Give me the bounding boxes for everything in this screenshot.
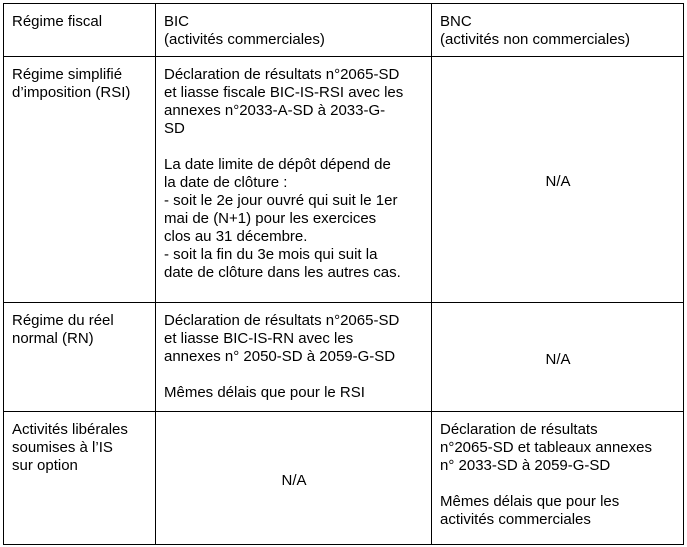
table-row-rn xyxy=(4,303,684,412)
header-regime-label: Régime fiscal xyxy=(12,13,103,30)
cell-text-line: la date de clôture : xyxy=(164,174,288,191)
cell-text-line: et liasse BIC-IS-RN avec les xyxy=(164,330,354,347)
row-label-line: sur option xyxy=(12,457,78,474)
row-label-line: d’imposition (RSI) xyxy=(12,84,131,101)
cell-text-line: date de clôture dans les autres cas. xyxy=(164,264,401,281)
header-cell-bnc xyxy=(432,4,684,57)
row-label-line: soumises à l’IS xyxy=(12,439,113,456)
row-label-line: Activités libérales xyxy=(12,421,128,438)
cell-text-line: annexes n°2033-A-SD à 2033-G- xyxy=(164,102,386,119)
cell-text-line: Mêmes délais que pour les xyxy=(440,493,620,510)
table-row-liberal xyxy=(4,412,684,545)
row-label-rsi xyxy=(4,57,156,303)
rn-bic-cell xyxy=(156,303,432,412)
cell-text-line: n°2065-SD et tableaux annexes xyxy=(440,439,652,456)
cell-text-line: n° 2033-SD à 2059-G-SD xyxy=(440,457,611,474)
row-label-rn xyxy=(4,303,156,412)
cell-text-line: - soit la fin du 3e mois qui suit la xyxy=(164,246,378,263)
rn-bnc-cell xyxy=(432,303,684,412)
cell-text-line: - soit le 2e jour ouvré qui suit le 1er xyxy=(164,192,398,209)
table-header-row xyxy=(4,4,684,57)
not-applicable-text: N/A xyxy=(545,350,571,368)
cell-text-line: Mêmes délais que pour le RSI xyxy=(164,384,365,401)
header-bic-subtitle: (activités commerciales) xyxy=(164,31,325,48)
cell-text-line: et liasse fiscale BIC-IS-RSI avec les xyxy=(164,84,404,101)
row-label-line: normal (RN) xyxy=(12,330,94,347)
paragraph-spacer xyxy=(440,475,676,493)
cell-text-line: activités commerciales xyxy=(440,511,591,528)
row-label-liberal xyxy=(4,412,156,545)
not-applicable-text: N/A xyxy=(281,471,307,489)
cell-text-line: mai de (N+1) pour les exercices xyxy=(164,210,377,227)
liberal-bnc-cell xyxy=(432,412,684,545)
header-cell-bic xyxy=(156,4,432,57)
liberal-bic-cell xyxy=(156,412,432,545)
header-bic-title: BIC xyxy=(164,13,190,30)
paragraph-spacer xyxy=(164,138,424,156)
cell-text-line: Déclaration de résultats xyxy=(440,421,598,438)
not-applicable-text: N/A xyxy=(545,173,571,190)
cell-text-line: Déclaration de résultats n°2065-SD xyxy=(164,312,400,329)
cell-text-line: Déclaration de résultats n°2065-SD xyxy=(164,66,400,83)
rsi-bic-cell xyxy=(156,57,432,303)
rsi-bnc-cell xyxy=(432,57,684,303)
paragraph-spacer xyxy=(164,366,424,384)
row-label-line: Régime du réel xyxy=(12,312,114,329)
header-bnc-subtitle: (activités non commerciales) xyxy=(440,31,631,48)
cell-text-line: clos au 31 décembre. xyxy=(164,228,308,245)
cell-text-line: La date limite de dépôt dépend de xyxy=(164,156,391,173)
cell-text-line: SD xyxy=(164,120,185,137)
table-row-rsi xyxy=(4,57,684,303)
tax-regime-table xyxy=(3,3,684,545)
header-bnc-title: BNC xyxy=(440,13,472,30)
cell-text-line: annexes n° 2050-SD à 2059-G-SD xyxy=(164,348,396,365)
row-label-line: Régime simplifié xyxy=(12,66,123,83)
header-cell-regime xyxy=(4,4,156,57)
